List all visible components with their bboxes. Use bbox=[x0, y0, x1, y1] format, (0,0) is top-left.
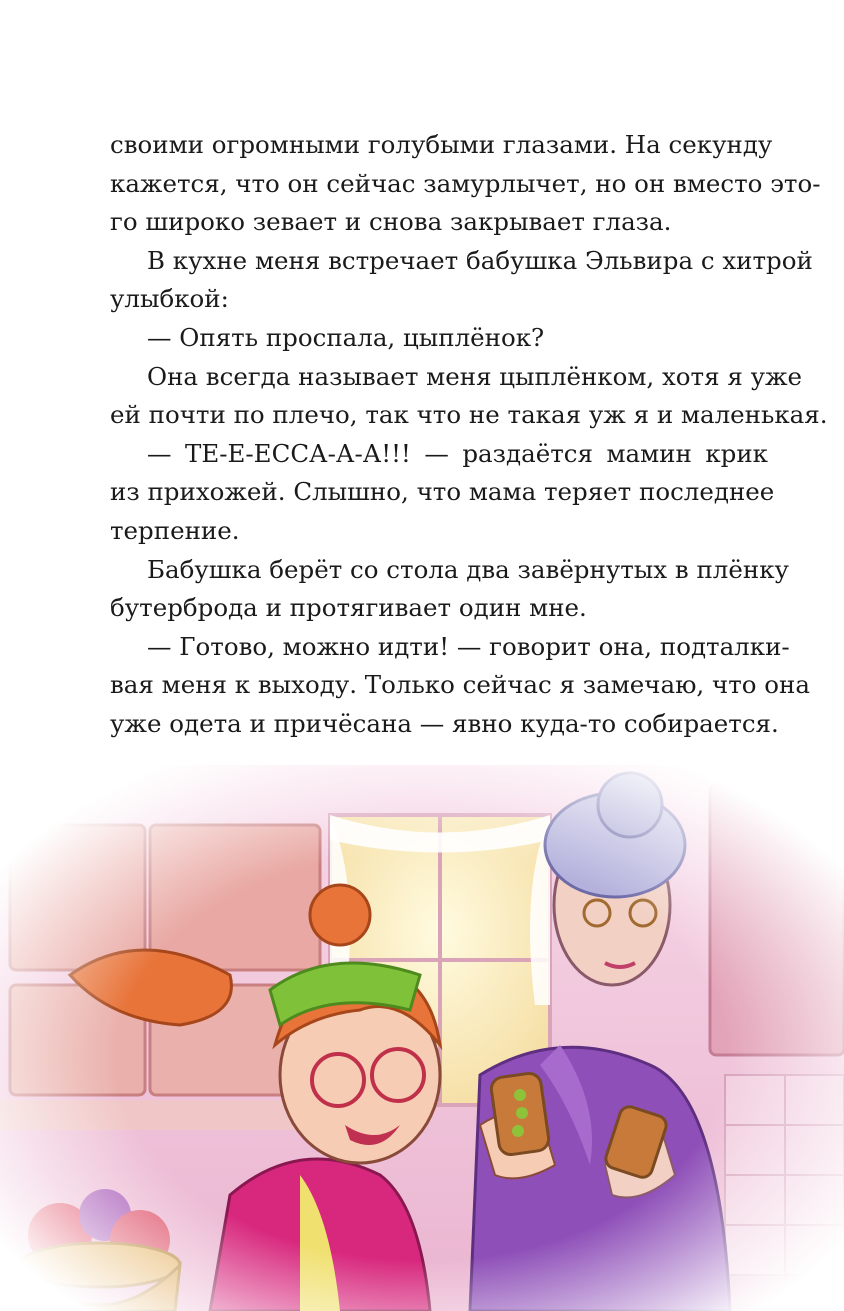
vignette bbox=[0, 745, 844, 1311]
illustration-svg bbox=[0, 745, 844, 1311]
text-line: терпение. bbox=[110, 515, 240, 545]
page-text bbox=[110, 126, 828, 821]
text-line: из прихожей. Слышно, что мама теряет последнее bbox=[110, 477, 775, 507]
text-line: уже одета и причёсана — явно куда-то собирается. bbox=[110, 708, 779, 738]
text-line: — ТЕ-Е-ЕССА-А-А!!! — раздаётся мамин крик bbox=[147, 438, 768, 468]
text-line: своими огромными голубыми глазами. На секунду bbox=[110, 130, 773, 159]
text-line: кажется, что он сейчас замурлычет, но он вместо это- bbox=[110, 168, 821, 198]
text-line: Она всегда называет меня цыплёнком, хотя я уже bbox=[147, 361, 803, 391]
text-line: — Готово, можно идти! — говорит она, подталки- bbox=[147, 631, 790, 661]
text-line: улыбкой: bbox=[110, 284, 229, 314]
text-line: — Опять проспала, цыплёнок? bbox=[147, 322, 545, 352]
text-line: Бабушка берёт со стола два завёрнутых в плёнку bbox=[147, 554, 789, 584]
text-line: вая меня к выходу. Только сейчас я замечаю, что она bbox=[110, 670, 810, 700]
text-line: бутерброда и протягивает один мне. bbox=[110, 593, 587, 623]
text-line: ей почти по плечо, так что не такая уж я и маленькая. bbox=[110, 400, 828, 430]
kitchen-illustration bbox=[0, 745, 844, 1311]
text-line: го широко зевает и снова закрывает глаза. bbox=[110, 207, 672, 237]
text-line: В кухне меня встречает бабушка Эльвира с хитрой bbox=[147, 245, 813, 275]
